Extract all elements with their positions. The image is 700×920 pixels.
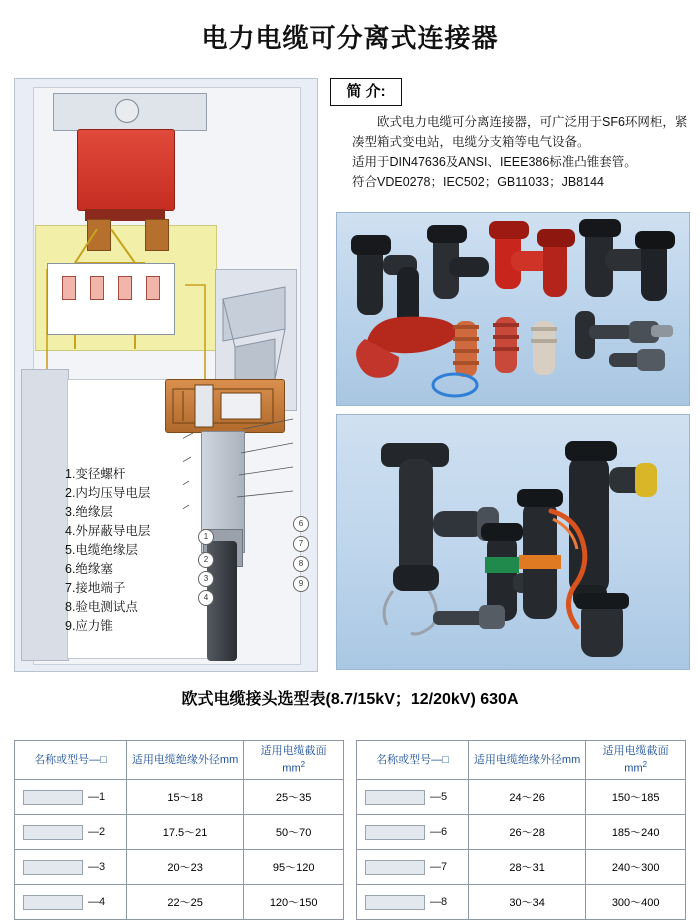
header-section-label: 适用电缆截面 bbox=[260, 745, 327, 758]
cell-section: 50～70 bbox=[244, 815, 344, 850]
model-code: —6 bbox=[430, 826, 448, 838]
cell-section: 120～150 bbox=[244, 885, 344, 920]
model-code: —7 bbox=[430, 861, 448, 873]
cell-diameter: 30～34 bbox=[468, 885, 586, 920]
legend-item-8: 8.验电测试点 bbox=[65, 600, 138, 614]
model-code: —1 bbox=[88, 791, 106, 803]
legend-item-9: 9.应力锥 bbox=[65, 619, 113, 633]
callout-badge-6: 6 bbox=[293, 516, 309, 532]
contact-4 bbox=[146, 276, 160, 300]
table-header-row bbox=[15, 741, 344, 780]
product-photo-top bbox=[336, 212, 690, 406]
intro-paragraph-3: 符合VDE0278；IEC502；GB11033；JB8144 bbox=[352, 175, 604, 189]
header-section-label: 适用电缆截面 bbox=[602, 745, 669, 758]
cell-diameter: 20～23 bbox=[126, 850, 244, 885]
header-diameter: 适用电缆绝缘外径mm bbox=[126, 741, 244, 780]
model-chip bbox=[365, 860, 425, 875]
intro-paragraph-2: 适用于DIN47636及ANSI、IEEE386标准凸锥套管。 bbox=[352, 155, 637, 169]
cabinet-red-block bbox=[77, 129, 175, 211]
callout-badge-2: 2 bbox=[198, 552, 214, 568]
cell-section: 150～185 bbox=[586, 780, 686, 815]
legend-item-2: 2.内均压导电层 bbox=[65, 486, 151, 500]
product-photo-top-graphics bbox=[337, 213, 689, 405]
page-title: 电力电缆可分离式连接器 bbox=[201, 23, 499, 53]
callout-badge-4: 4 bbox=[198, 590, 214, 606]
model-code: —4 bbox=[88, 896, 106, 908]
model-chip bbox=[365, 790, 425, 805]
callout-badge-7: 7 bbox=[293, 536, 309, 552]
cell-model bbox=[15, 780, 127, 815]
contact-2 bbox=[90, 276, 104, 300]
product-photo-bottom-graphics bbox=[337, 415, 689, 669]
contact-3 bbox=[118, 276, 132, 300]
model-code: —5 bbox=[430, 791, 448, 803]
table-row bbox=[357, 780, 686, 815]
header-diameter: 适用电缆绝缘外径mm bbox=[468, 741, 586, 780]
model-code: —2 bbox=[88, 826, 106, 838]
cell-model bbox=[357, 780, 469, 815]
table-row bbox=[15, 815, 344, 850]
intro-paragraph-1: 欧式电力电缆可分离连接器，可广泛用于SF6环网柜，紧凑型箱式变电站，电缆分支箱等电气设备。 bbox=[352, 115, 688, 149]
cell-section: 240～300 bbox=[586, 850, 686, 885]
model-chip bbox=[23, 895, 83, 910]
legend-item-3: 3.绝缘层 bbox=[65, 505, 113, 519]
contact-1 bbox=[62, 276, 76, 300]
table-row bbox=[15, 850, 344, 885]
cell-diameter: 17.5～21 bbox=[126, 815, 244, 850]
switchgear-contacts-box bbox=[47, 263, 175, 335]
cell-model bbox=[15, 885, 127, 920]
selection-table-left bbox=[14, 740, 344, 920]
model-code: —8 bbox=[430, 896, 448, 908]
header-section-superscript: 2 bbox=[642, 760, 648, 770]
table-row bbox=[357, 815, 686, 850]
cell-section: 95～120 bbox=[244, 850, 344, 885]
cell-model bbox=[357, 850, 469, 885]
callout-badge-9: 9 bbox=[293, 576, 309, 592]
cell-diameter: 24～26 bbox=[468, 780, 586, 815]
product-photo-bottom bbox=[336, 414, 690, 670]
cell-diameter: 22～25 bbox=[126, 885, 244, 920]
cabinet-left-column bbox=[21, 369, 69, 661]
table-row bbox=[15, 885, 344, 920]
legend-item-6: 6.绝缘塞 bbox=[65, 562, 113, 576]
table-row bbox=[357, 850, 686, 885]
diagram-legend bbox=[65, 465, 150, 636]
model-code: —3 bbox=[88, 861, 106, 873]
model-chip bbox=[365, 895, 425, 910]
cell-diameter: 15～18 bbox=[126, 780, 244, 815]
selection-table-title: 欧式电缆接头选型表(8.7/15kV；12/20kV) 630A bbox=[181, 691, 519, 708]
callout-badge-1: 1 bbox=[198, 529, 214, 545]
cell-section: 300～400 bbox=[586, 885, 686, 920]
selection-table-right bbox=[356, 740, 686, 920]
intro-text bbox=[352, 112, 688, 192]
cell-model bbox=[15, 850, 127, 885]
legend-item-1: 1.变径螺杆 bbox=[65, 467, 126, 481]
cell-diameter: 28～31 bbox=[468, 850, 586, 885]
table-row bbox=[15, 780, 344, 815]
header-section bbox=[244, 741, 344, 780]
callout-badge-3: 3 bbox=[198, 571, 214, 587]
model-chip bbox=[365, 825, 425, 840]
cabinet-knob bbox=[115, 99, 139, 123]
callout-badge-8: 8 bbox=[293, 556, 309, 572]
cell-model bbox=[357, 815, 469, 850]
legend-item-7: 7.接地端子 bbox=[65, 581, 126, 595]
header-model: 名称或型号—□ bbox=[15, 741, 127, 780]
cell-section: 25～35 bbox=[244, 780, 344, 815]
intro-heading: 简 介: bbox=[330, 78, 402, 106]
header-section-unit: mm bbox=[624, 762, 643, 775]
cell-diameter: 26～28 bbox=[468, 815, 586, 850]
legend-item-4: 4.外屏蔽导电层 bbox=[65, 524, 151, 538]
table-row bbox=[357, 885, 686, 920]
model-chip bbox=[23, 825, 83, 840]
header-model: 名称或型号—□ bbox=[357, 741, 469, 780]
cell-section: 185～240 bbox=[586, 815, 686, 850]
legend-item-5: 5.电缆绝缘层 bbox=[65, 543, 138, 557]
header-section-unit: mm bbox=[282, 762, 301, 775]
header-section bbox=[586, 741, 686, 780]
table-header-row bbox=[357, 741, 686, 780]
cell-model bbox=[15, 815, 127, 850]
cell-model bbox=[357, 885, 469, 920]
model-chip bbox=[23, 790, 83, 805]
header-section-superscript: 2 bbox=[300, 760, 306, 770]
model-chip bbox=[23, 860, 83, 875]
technical-diagram-panel bbox=[14, 78, 318, 672]
